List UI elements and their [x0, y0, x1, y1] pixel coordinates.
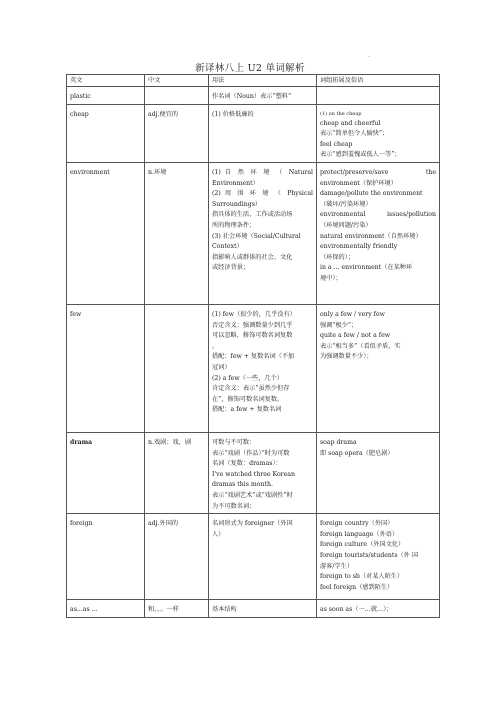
- usage-line: dramas this month.: [212, 481, 273, 489]
- phrases-cell: [317, 162, 440, 304]
- table-row: [67, 162, 440, 304]
- usage-line: 名词（复数：dramas）：: [212, 460, 282, 468]
- usage-line: (1) few（很少的，几乎没有）: [212, 310, 296, 318]
- usage-line: 基本结构: [212, 606, 237, 614]
- phrase-line: damage/pollute the environment: [320, 190, 423, 198]
- phrase-line: soap drama: [320, 438, 357, 446]
- phrase-line: （环保的）；: [320, 253, 355, 261]
- usage-cell: [209, 87, 317, 105]
- usage-line: 为不可数名词；: [212, 502, 256, 510]
- phrase-line: 游客/学生）: [320, 562, 354, 570]
- phrase-line: environmentally friendly: [320, 243, 398, 251]
- usage-line: Environment）: [212, 179, 259, 187]
- phrase-line: as soon as（一…就…）；: [320, 606, 393, 614]
- usage-cell: [209, 304, 317, 432]
- meaning-cell: n.戏剧；戏，剧: [145, 432, 209, 513]
- usage-line: 在”，修饰可数名词复数。: [212, 395, 284, 403]
- phrase-line: environmental issues/pollution: [320, 211, 436, 219]
- page-title: 新译林八上 U2 单词解析: [195, 63, 305, 74]
- table-body: [67, 87, 440, 618]
- phrase-line: (1) on the cheap: [320, 110, 362, 117]
- table-header-row: [67, 75, 440, 87]
- phrase-line: 为强调数量不少）；: [320, 353, 373, 361]
- phrases-cell: [317, 432, 440, 513]
- usage-line: (3) 社会环境（Social/Cultural: [212, 232, 301, 240]
- phrase-line: only a few / very few: [320, 310, 385, 318]
- corner-mark: .: [368, 52, 370, 59]
- usage-line: 搭配：few + 复数名词（不加: [212, 353, 295, 361]
- usage-line: 指影响人或群体的社会、文化: [212, 253, 293, 261]
- phrase-line: feel foreign（感到陌生）: [320, 583, 394, 591]
- meaning-cell: adj.外国的: [145, 514, 209, 600]
- phrase-line: （环境问题/污染）: [320, 221, 372, 229]
- usage-line: (2) a few（一些，几个）: [212, 374, 283, 382]
- usage-line: 可以忽略，修饰可数名词复数: [212, 332, 293, 340]
- phrase-line: feel cheap: [320, 140, 353, 148]
- phrase-line: foreign culture（外国文化）: [320, 541, 405, 549]
- usage-cell: [209, 162, 317, 304]
- phrase-line: 表示“感到羞愧或低人一等”；: [320, 151, 401, 159]
- usage-line: 否定含义：强调数量少到几乎: [212, 321, 293, 329]
- meaning-cell: [145, 87, 209, 105]
- header-chinese: 中文: [145, 75, 209, 87]
- table-row: [67, 104, 440, 162]
- usage-cell: [209, 514, 317, 600]
- phrase-line: 表示“相当多”（看似矛盾，实: [320, 342, 401, 350]
- word-cell: cheap: [67, 104, 145, 162]
- phrases-cell: [317, 514, 440, 600]
- usage-line: 。: [212, 342, 219, 350]
- header-english: 英文: [67, 75, 145, 87]
- usage-line: 作名词（Noun）表示“塑料”: [212, 93, 292, 100]
- vocabulary-table: [66, 74, 440, 618]
- phrases-cell: [317, 600, 440, 618]
- usage-cell: [209, 600, 317, 618]
- table-row: [67, 304, 440, 432]
- usage-line: 肯定含义：表示“虽然少但存: [212, 385, 290, 393]
- word-cell: foreign: [67, 514, 145, 600]
- usage-line: 搭配：a few + 复数名词: [212, 406, 282, 414]
- table-row: [67, 87, 440, 105]
- word-cell: plastic: [67, 87, 145, 105]
- usage-line: (1) 价格低廉的: [212, 110, 254, 118]
- usage-line: 表示“戏剧艺术”或“戏剧性”时: [212, 491, 293, 499]
- phrase-line: foreign to sb（对某人陌生）: [320, 573, 404, 581]
- usage-cell: [209, 104, 317, 162]
- phrase-line: 强调“极少”；: [320, 321, 358, 329]
- usage-line: 指具体的生活、工作或活动场: [212, 211, 293, 219]
- header-usage: 用法: [209, 75, 317, 87]
- meaning-cell: 和。。。一样: [145, 600, 209, 618]
- usage-line: 表示“戏剧（作品）”时为可数: [212, 449, 290, 457]
- word-cell: few: [67, 304, 145, 432]
- phrase-line: foreign tourists/students（外 国: [320, 551, 419, 559]
- phrase-line: 境中）；: [320, 274, 342, 282]
- phrase-line: environment（保护环境）: [320, 179, 397, 187]
- meaning-cell: adj.便宜的: [145, 104, 209, 162]
- usage-line: 人）: [212, 530, 225, 538]
- phrase-line: foreign language（外语）: [320, 530, 399, 538]
- phrase-line: natural environment（自然环境）: [320, 232, 422, 240]
- word-cell: environment: [67, 162, 145, 304]
- table-row: [67, 600, 440, 618]
- usage-line: Context）: [212, 243, 243, 251]
- phrase-line: 即 soap opera（肥皂剧）: [320, 449, 394, 457]
- phrase-line: cheap and cheerful: [320, 119, 381, 127]
- phrase-line: foreign country（外国）: [320, 520, 394, 528]
- usage-line: (1) 自 然 环 境 （ Natural: [212, 168, 313, 176]
- phrase-line: quite a few / not a few: [320, 332, 391, 340]
- table-row: [67, 514, 440, 600]
- table-row: [67, 432, 440, 513]
- usage-line: (2) 周 围 环 境 （ Physical: [212, 190, 313, 198]
- meaning-cell: [145, 304, 209, 432]
- usage-line: 冠词）: [212, 363, 231, 371]
- phrases-cell: [317, 87, 440, 105]
- usage-line: 所的物理条件；: [212, 221, 256, 229]
- usage-line: 可数与不可数：: [212, 438, 256, 446]
- phrases-cell: [317, 104, 440, 162]
- header-phrases: 词组拓展及俗语: [317, 75, 440, 87]
- meaning-cell: n.环境: [145, 162, 209, 304]
- word-cell: as...as ...: [67, 600, 145, 618]
- usage-line: 或经济背景；: [212, 264, 250, 272]
- usage-line: 名词形式为 foreigner（外国: [212, 520, 293, 528]
- phrase-line: （破坏/污染环境）: [320, 200, 372, 208]
- phrase-line: in a ... environment（在某种环: [320, 264, 413, 272]
- usage-line: I've watched three Korean: [212, 470, 295, 478]
- usage-cell: [209, 432, 317, 513]
- usage-line: Surroundings）: [212, 200, 262, 208]
- phrase-line: 表示“简单但令人愉快”；: [320, 130, 389, 138]
- word-cell: drama: [67, 432, 145, 513]
- phrases-cell: [317, 304, 440, 432]
- phrase-line: protect/preserve/save the: [320, 168, 436, 176]
